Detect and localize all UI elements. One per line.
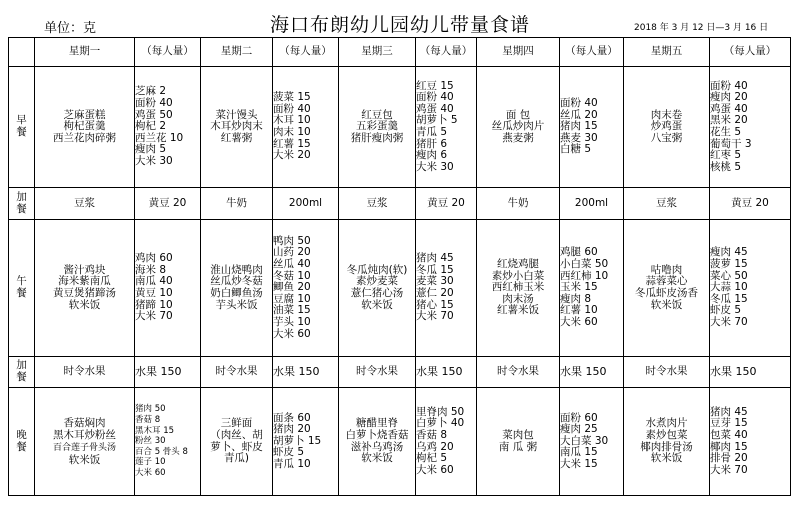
dish-cell: 时令水果: [477, 357, 560, 388]
dish-cell: 时令水果: [624, 357, 710, 388]
unit-label: 单位：克: [44, 21, 97, 36]
amount-cell: 鸡肉 60 海米 8 南瓜 40 黄豆 10 猪蹄 10 大米 70: [135, 220, 201, 357]
meal-label: 加 餐: [9, 188, 35, 220]
amount-cell: 红豆 15 面粉 40 鸡蛋 40 胡萝卜 5 青瓜 5 猪肝 6 瘦肉 6 大米 30: [416, 67, 477, 188]
amount-cell: 200ml: [273, 188, 339, 220]
dinner-row: [9, 388, 791, 496]
dish-cell: 冬瓜炖肉(软) 素炒麦菜 薏仁猪心汤 软米饭: [339, 220, 416, 357]
menu-table: [8, 37, 791, 496]
amount-cell: 水果 150: [416, 357, 477, 388]
date-range: 2018 年 3 月 12 日—3 月 16 日: [634, 23, 769, 33]
amount-cell: 水果 150: [135, 357, 201, 388]
meal-label: 晚 餐: [9, 388, 35, 496]
amount-cell: 猪肉 45 冬瓜 15 麦菜 30 薏仁 20 猪心 15 大米 70: [416, 220, 477, 357]
page-title: 海口布朗幼儿园幼儿带量食谱: [270, 14, 531, 36]
dish-cell: 红烧鸡腿 素炒小白菜 西红柿玉米 肉末汤 红薯米饭: [477, 220, 560, 357]
amount-cell: 鸭肉 50 山药 20 丝瓜 40 冬菇 10 鲫鱼 20 豆腐 10 油菜 15 芋头 10 大米 60: [273, 220, 339, 357]
amount-cell: 黄豆 20: [710, 188, 791, 220]
amount-cell: 水果 150: [710, 357, 791, 388]
day-header: 星期二: [201, 38, 273, 67]
amount-header: （每人量）: [560, 38, 624, 67]
dish-cell: 面 包 丝瓜炒肉片 燕麦粥: [477, 67, 560, 188]
dish-cell: 三鲜面 （肉丝、胡 萝卜、虾皮 青瓜): [201, 388, 273, 496]
dish-cell: 酱汁鸡块 海米紫南瓜 黄豆煲猪蹄汤 软米饭: [35, 220, 135, 357]
dish-cell: 时令水果: [339, 357, 416, 388]
amount-cell: 里脊肉 50 白萝卜 40 香菇 8 乌鸡 20 枸杞 5 大米 60: [416, 388, 477, 496]
amount-cell: 面条 60 猪肉 20 胡萝卜 15 虾皮 5 青瓜 10: [273, 388, 339, 496]
amount-cell: 黄豆 20: [416, 188, 477, 220]
dish-cell: 牛奶: [201, 188, 273, 220]
dish-cell: 牛奶: [477, 188, 560, 220]
amount-cell: 水果 150: [273, 357, 339, 388]
dish-cell: 淮山烧鸭肉 丝瓜炒冬菇 奶白鲫鱼汤 芋头米饭: [201, 220, 273, 357]
day-header: 星期五: [624, 38, 710, 67]
snack-row-morning: [9, 188, 791, 220]
meal-label: 加 餐: [9, 357, 35, 388]
dish-cell: 豆浆: [624, 188, 710, 220]
dish-cell: 咕噜肉 蒜蓉菜心 冬瓜虾皮汤香 软米饭: [624, 220, 710, 357]
amount-header: （每人量）: [710, 38, 791, 67]
breakfast-row: [9, 67, 791, 188]
amount-cell: 猪肉 45 豆芽 15 包菜 40 椰肉 15 排骨 20 大米 70: [710, 388, 791, 496]
amount-cell: 水果 150: [560, 357, 624, 388]
dish-cell: 香菇焖肉 黑木耳炒粉丝 百合莲子骨头汤 软米饭: [35, 388, 135, 496]
dish-cell: 豆浆: [339, 188, 416, 220]
meal-label: 早 餐: [9, 67, 35, 188]
amount-cell: 猪肉 50 香菇 8 黑木耳 15 粉丝 30 百合 5 骨头 8 莲子 10 大米 60: [135, 388, 201, 496]
amount-cell: 芝麻 2 面粉 40 鸡蛋 50 枸杞 2 西兰花 10 瘦肉 5 大米 30: [135, 67, 201, 188]
corner-cell: [9, 38, 35, 67]
dish-cell: 菜肉包 南 瓜 粥: [477, 388, 560, 496]
dish-cell: 时令水果: [35, 357, 135, 388]
snack-row-afternoon: [9, 357, 791, 388]
day-header: 星期四: [477, 38, 560, 67]
day-header: 星期一: [35, 38, 135, 67]
day-header: 星期三: [339, 38, 416, 67]
amount-header: （每人量）: [273, 38, 339, 67]
dish-cell: 水煮肉片 素炒包菜 椰肉排骨汤 软米饭: [624, 388, 710, 496]
dish-cell: 红豆包 五彩蛋羹 猪肝瘦肉粥: [339, 67, 416, 188]
dish-cell: 糖醋里脊 白萝卜烧香菇 滋补乌鸡汤 软米饭: [339, 388, 416, 496]
meal-label: 午 餐: [9, 220, 35, 357]
lunch-row: [9, 220, 791, 357]
amount-cell: 黄豆 20: [135, 188, 201, 220]
dish-cell: 肉末卷 炒鸡蛋 八宝粥: [624, 67, 710, 188]
amount-cell: 面粉 40 瘦肉 20 鸡蛋 40 黑米 20 花生 5 葡萄干 3 红枣 5 核桃 5: [710, 67, 791, 188]
amount-header: （每人量）: [135, 38, 201, 67]
dish-cell: 豆浆: [35, 188, 135, 220]
dish-cell: 菜汁馒头 木耳炒肉末 红薯粥: [201, 67, 273, 188]
amount-cell: 瘦肉 45 菠萝 15 菜心 50 大蒜 10 冬瓜 15 虾皮 5 大米 70: [710, 220, 791, 357]
header-row: [9, 38, 791, 67]
amount-cell: 鸡腿 60 小白菜 50 西红柿 10 玉米 15 瘦肉 8 红薯 10 大米 60: [560, 220, 624, 357]
amount-cell: 面粉 40 丝瓜 20 猪肉 15 燕麦 30 白糖 5: [560, 67, 624, 188]
amount-cell: 面粉 60 瘦肉 25 大白菜 30 南瓜 15 大米 15: [560, 388, 624, 496]
dish-cell: 时令水果: [201, 357, 273, 388]
amount-header: （每人量）: [416, 38, 477, 67]
amount-cell: 菠菜 15 面粉 40 木耳 10 肉末 10 红薯 15 大米 20: [273, 67, 339, 188]
dish-cell: 芝麻蛋糕 枸杞蛋羹 西兰花肉碎粥: [35, 67, 135, 188]
amount-cell: 200ml: [560, 188, 624, 220]
